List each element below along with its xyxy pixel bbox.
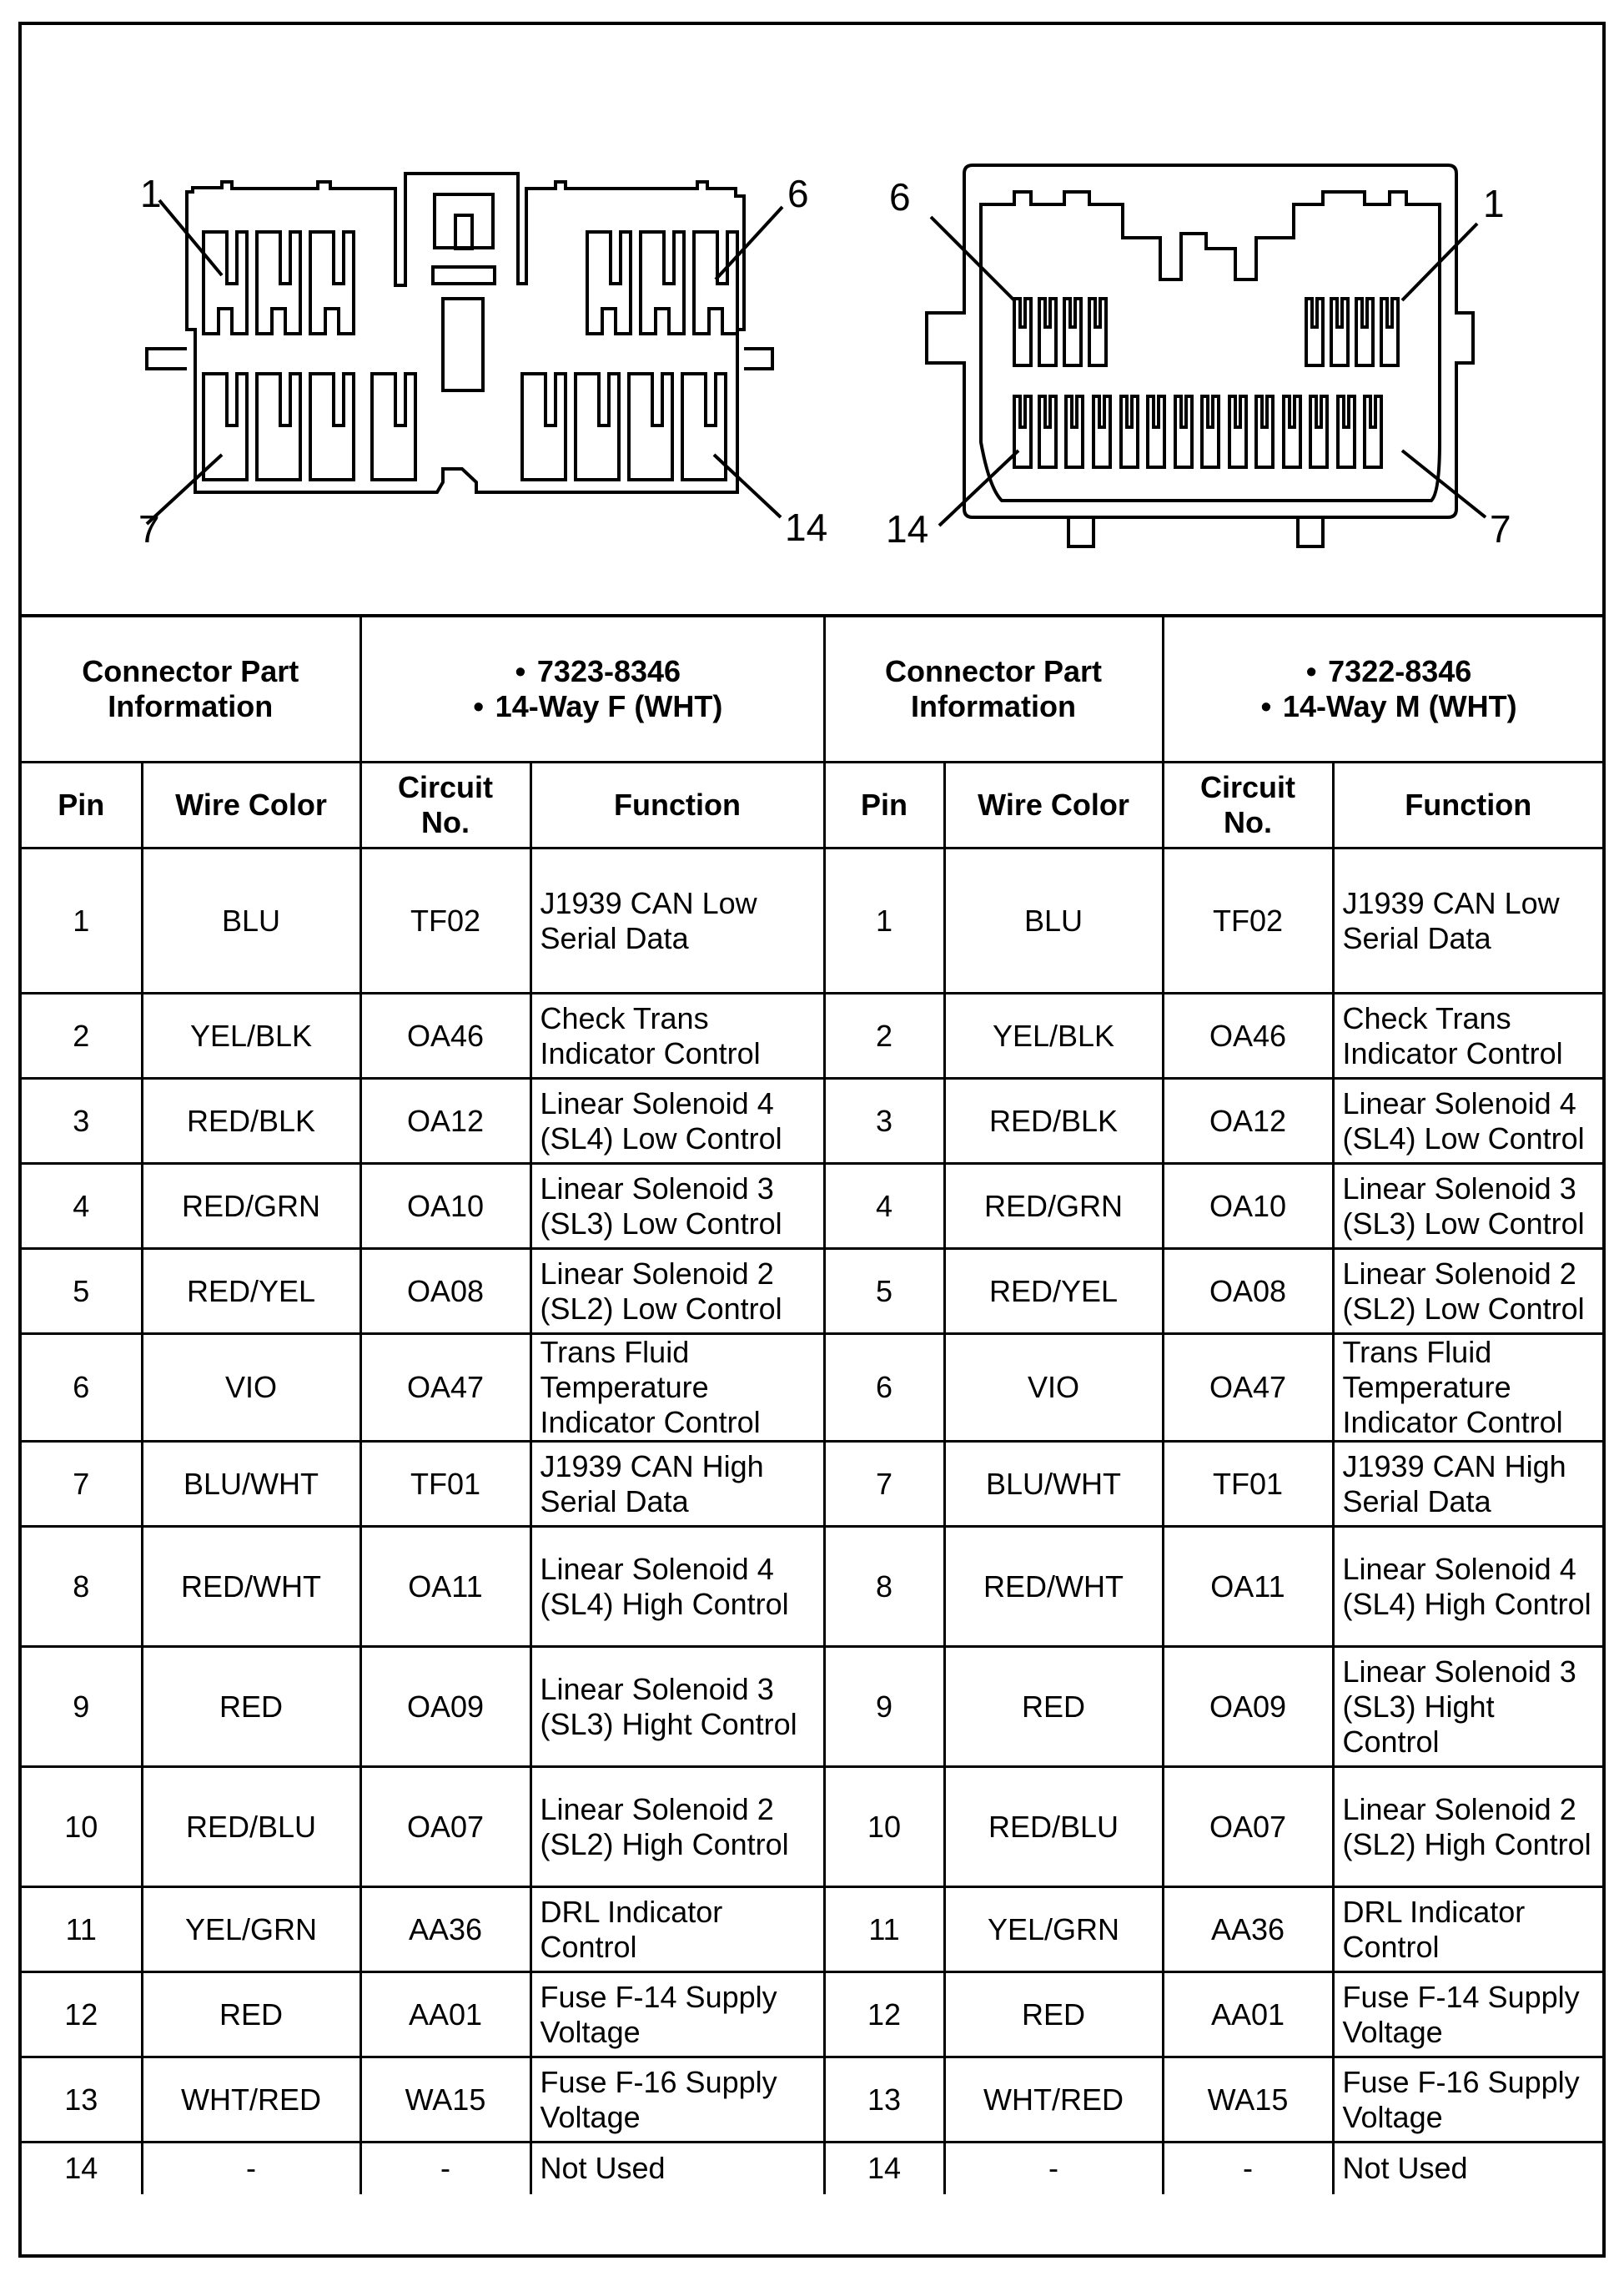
circuit-cell: AA01 [360,1972,530,2057]
pin-cell: 11 [824,1887,944,1972]
table-row [22,1442,1602,1527]
pin-rows [22,848,1602,2194]
circuit-cell: OA08 [360,1249,530,1334]
wire-color-cell: WHT/RED [142,2057,360,2143]
pin-cell: 3 [824,1079,944,1164]
function-cell: Linear Solenoid 3 (SL3) Hight Control [1333,1647,1602,1767]
table-row [22,848,1602,994]
table-row [22,994,1602,1079]
pin-cell: 5 [22,1249,142,1334]
pin-cell: 12 [22,1972,142,2057]
circuit-cell: OA08 [1163,1249,1333,1334]
circuit-cell: OA09 [360,1647,530,1767]
circuit-cell: OA10 [360,1164,530,1249]
circuit-cell: OA12 [360,1079,530,1164]
circuit-cell: - [1163,2143,1333,2194]
function-cell: Trans Fluid Temperature Indicator Control [530,1334,824,1442]
wire-color-cell: YEL/BLK [944,994,1163,1079]
connector-face-diagrams [22,25,1602,617]
function-cell: J1939 CAN Low Serial Data [530,848,824,994]
right-callout-1: 1 [1483,182,1505,225]
circuit-cell: OA11 [360,1527,530,1647]
circuit-cell: OA47 [360,1334,530,1442]
pin-cell: 4 [824,1164,944,1249]
pinout-table [22,617,1602,2194]
wire-color-cell: RED/BLU [944,1767,1163,1887]
function-cell: Linear Solenoid 2 (SL2) Low Control [1333,1249,1602,1334]
table-row [22,1972,1602,2057]
function-cell: Linear Solenoid 2 (SL2) High Control [530,1767,824,1887]
wire-color-cell: RED/BLK [142,1079,360,1164]
circuit-cell: TF01 [360,1442,530,1527]
table-row [22,1079,1602,1164]
right-callout-14: 14 [886,507,929,551]
wire-color-cell: BLU/WHT [142,1442,360,1527]
pin-cell: 1 [824,848,944,994]
wire-color-cell: YEL/BLK [142,994,360,1079]
wire-color-cell: RED [944,1647,1163,1767]
pin-cell: 7 [22,1442,142,1527]
circuit-cell: AA36 [1163,1887,1333,1972]
pin-cell: 9 [824,1647,944,1767]
wire-color-cell: BLU [142,848,360,994]
wire-color-cell: RED/GRN [142,1164,360,1249]
wire-color-cell: RED/WHT [142,1527,360,1647]
circuit-cell: TF02 [1163,848,1333,994]
column-header: Function [530,763,824,848]
function-cell: Linear Solenoid 2 (SL2) High Control [1333,1767,1602,1887]
pin-cell: 14 [22,2143,142,2194]
table-row [22,1334,1602,1442]
connector-info-row [22,617,1602,763]
function-cell: Linear Solenoid 3 (SL3) Low Control [530,1164,824,1249]
connector-pinout-sheet [18,22,1606,2258]
wire-color-cell: RED [944,1972,1163,2057]
right-part-description: • 14-Way M (WHT) [1173,689,1595,724]
pin-cell: 7 [824,1442,944,1527]
circuit-cell: OA12 [1163,1079,1333,1164]
pin-cell: 6 [824,1334,944,1442]
table-row [22,2057,1602,2143]
circuit-cell: OA46 [1163,994,1333,1079]
wire-color-cell: - [944,2143,1163,2194]
function-cell: Not Used [530,2143,824,2194]
wire-color-cell: YEL/GRN [944,1887,1163,1972]
circuit-cell: OA07 [360,1767,530,1887]
function-cell: Check Trans Indicator Control [530,994,824,1079]
function-cell: Check Trans Indicator Control [1333,994,1602,1079]
table-row [22,1767,1602,1887]
wire-color-cell: - [142,2143,360,2194]
pin-cell: 13 [22,2057,142,2143]
function-cell: Linear Solenoid 4 (SL4) High Control [530,1527,824,1647]
wire-color-cell: WHT/RED [944,2057,1163,2143]
wire-color-cell: RED/YEL [142,1249,360,1334]
column-header-row [22,763,1602,848]
function-cell: Not Used [1333,2143,1602,2194]
column-header: Function [1333,763,1602,848]
circuit-cell: OA10 [1163,1164,1333,1249]
function-cell: Linear Solenoid 2 (SL2) Low Control [530,1249,824,1334]
function-cell: Trans Fluid Temperature Indicator Control [1333,1334,1602,1442]
right-callout-6: 6 [889,175,911,219]
circuit-cell: OA11 [1163,1527,1333,1647]
wire-color-cell: RED/BLK [944,1079,1163,1164]
table-row [22,1527,1602,1647]
pin-cell: 8 [824,1527,944,1647]
wire-color-cell: BLU/WHT [944,1442,1163,1527]
male-connector-face [927,165,1486,546]
pin-cell: 10 [22,1767,142,1887]
circuit-cell: OA47 [1163,1334,1333,1442]
circuit-cell: AA01 [1163,1972,1333,2057]
left-part-number: • 7323-8346 [370,654,815,689]
wire-color-cell: RED [142,1972,360,2057]
wire-color-cell: RED/GRN [944,1164,1163,1249]
circuit-cell: WA15 [1163,2057,1333,2143]
pin-cell: 4 [22,1164,142,1249]
column-header: Wire Color [142,763,360,848]
wire-color-cell: YEL/GRN [142,1887,360,1972]
column-header: Pin [22,763,142,848]
pin-cell: 1 [22,848,142,994]
left-callout-7: 7 [138,507,160,551]
connector-faces-svg [22,25,1602,614]
function-cell: Fuse F-16 Supply Voltage [530,2057,824,2143]
wire-color-cell: RED/YEL [944,1249,1163,1334]
wire-color-cell: RED/BLU [142,1767,360,1887]
circuit-cell: OA07 [1163,1767,1333,1887]
column-header: Pin [824,763,944,848]
function-cell: J1939 CAN Low Serial Data [1333,848,1602,994]
column-header: Wire Color [944,763,1163,848]
column-header: Circuit No. [1163,763,1333,848]
circuit-cell: WA15 [360,2057,530,2143]
function-cell: DRL Indicator Control [530,1887,824,1972]
circuit-cell: OA46 [360,994,530,1079]
circuit-cell: TF02 [360,848,530,994]
pin-cell: 11 [22,1887,142,1972]
right-part-info [1163,617,1602,763]
left-callout-6: 6 [787,172,809,215]
function-cell: Linear Solenoid 4 (SL4) High Control [1333,1527,1602,1647]
left-part-description: • 14-Way F (WHT) [370,689,815,724]
table-row [22,1887,1602,1972]
circuit-cell: TF01 [1163,1442,1333,1527]
left-part-info [360,617,824,763]
pin-cell: 13 [824,2057,944,2143]
function-cell: Linear Solenoid 4 (SL4) Low Control [1333,1079,1602,1164]
wire-color-cell: BLU [944,848,1163,994]
function-cell: Linear Solenoid 4 (SL4) Low Control [530,1079,824,1164]
pin-cell: 10 [824,1767,944,1887]
pin-cell: 3 [22,1079,142,1164]
right-info-label: Connector Part Information [824,617,1163,763]
pin-cell: 12 [824,1972,944,2057]
pin-cell: 9 [22,1647,142,1767]
right-callout-7: 7 [1490,507,1511,551]
left-callout-14: 14 [785,506,828,549]
table-row [22,1164,1602,1249]
left-callout-1: 1 [140,172,162,215]
function-cell: DRL Indicator Control [1333,1887,1602,1972]
pin-cell: 8 [22,1527,142,1647]
function-cell: Fuse F-14 Supply Voltage [1333,1972,1602,2057]
wire-color-cell: VIO [944,1334,1163,1442]
wire-color-cell: VIO [142,1334,360,1442]
function-cell: Fuse F-16 Supply Voltage [1333,2057,1602,2143]
table-row [22,2143,1602,2194]
female-connector-face [147,174,782,524]
pin-cell: 2 [22,994,142,1079]
column-header: Circuit No. [360,763,530,848]
function-cell: Linear Solenoid 3 (SL3) Hight Control [530,1647,824,1767]
wire-color-cell: RED/WHT [944,1527,1163,1647]
pin-cell: 5 [824,1249,944,1334]
table-row [22,1249,1602,1334]
pin-cell: 6 [22,1334,142,1442]
wire-color-cell: RED [142,1647,360,1767]
function-cell: Linear Solenoid 3 (SL3) Low Control [1333,1164,1602,1249]
circuit-cell: OA09 [1163,1647,1333,1767]
function-cell: J1939 CAN High Serial Data [530,1442,824,1527]
circuit-cell: - [360,2143,530,2194]
table-row [22,1647,1602,1767]
circuit-cell: AA36 [360,1887,530,1972]
right-part-number: • 7322-8346 [1173,654,1595,689]
function-cell: Fuse F-14 Supply Voltage [530,1972,824,2057]
function-cell: J1939 CAN High Serial Data [1333,1442,1602,1527]
pin-cell: 14 [824,2143,944,2194]
left-info-label: Connector Part Information [22,617,360,763]
pin-cell: 2 [824,994,944,1079]
